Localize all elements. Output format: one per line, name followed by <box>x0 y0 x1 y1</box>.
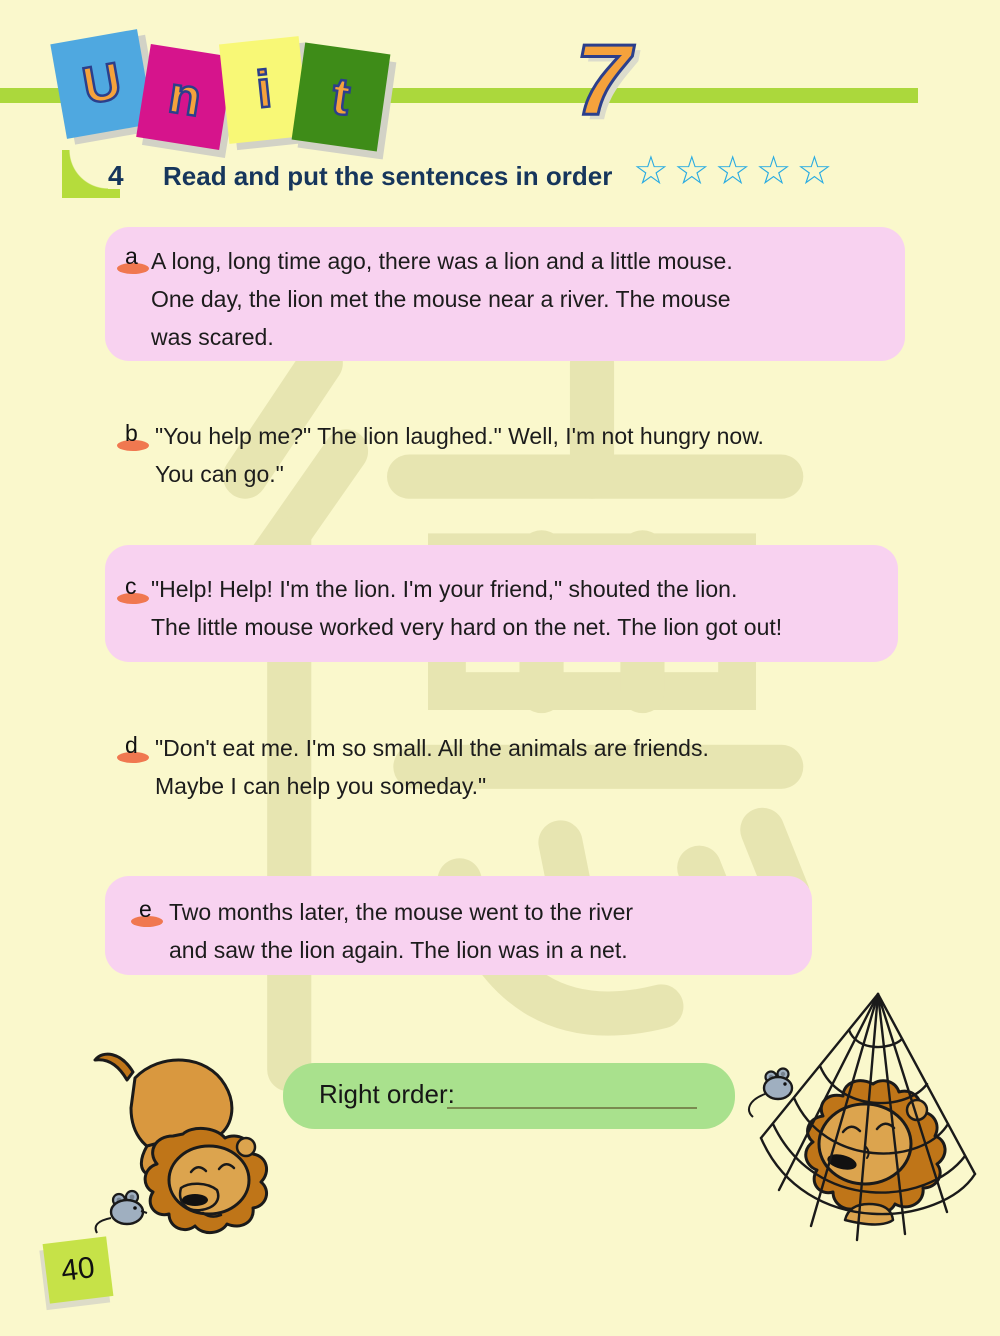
lion-in-net-illustration <box>745 988 995 1246</box>
sentence-label-d: d <box>119 732 153 764</box>
section-number: 4 <box>108 160 124 191</box>
sentence-text-d: "Don't eat me. I'm so small. All the animals are friends. Maybe I can help you someday." <box>155 735 709 799</box>
unit-letter: i <box>253 60 275 120</box>
sentence-text-e: Two months later, the mouse went to the river and saw the lion again. The lion was in a net. <box>169 899 634 963</box>
answer-blank-line[interactable] <box>447 1077 697 1109</box>
sentence-label-a: a <box>119 243 153 275</box>
page-number: 40 <box>59 1251 97 1288</box>
sentence-label-e: e <box>133 896 167 928</box>
difficulty-stars-icon: ☆☆☆☆☆ <box>633 149 838 193</box>
unit-number: 7 <box>575 24 631 136</box>
sentence-box-e <box>105 876 812 975</box>
unit-tile-t <box>292 42 391 151</box>
answer-label: Right order: <box>319 1079 455 1109</box>
bowing-lion-illustration <box>85 1040 295 1240</box>
sentence-text-b: "You help me?" The lion laughed." Well, I'm not hungry now. You can go." <box>155 423 764 487</box>
section-title: Read and put the sentences in order <box>163 161 613 191</box>
sentence-text-c: "Help! Help! I'm the lion. I'm your friend," shouted the lion. The little mouse worked very hard on the net. The lion got out! <box>151 576 783 640</box>
sentence-box-d <box>105 726 895 808</box>
unit-tile-n <box>136 44 234 150</box>
sentence-label-b: b <box>119 420 153 452</box>
unit-letter: U <box>78 52 126 116</box>
sentence-label-c: c <box>119 573 153 605</box>
unit-letter: t <box>328 67 354 127</box>
answer-box <box>283 1063 735 1129</box>
sentence-text-a: A long, long time ago, there was a lion and a little mouse. One day, the lion met the mouse near a river. The mouse was scared. <box>151 248 733 350</box>
page-number-tile <box>43 1236 114 1303</box>
unit-letter: n <box>164 65 206 129</box>
sentence-box-c <box>105 545 898 662</box>
sentence-box-a <box>105 227 905 361</box>
sentence-box-b <box>105 414 895 496</box>
section-corner-decoration <box>62 150 108 190</box>
